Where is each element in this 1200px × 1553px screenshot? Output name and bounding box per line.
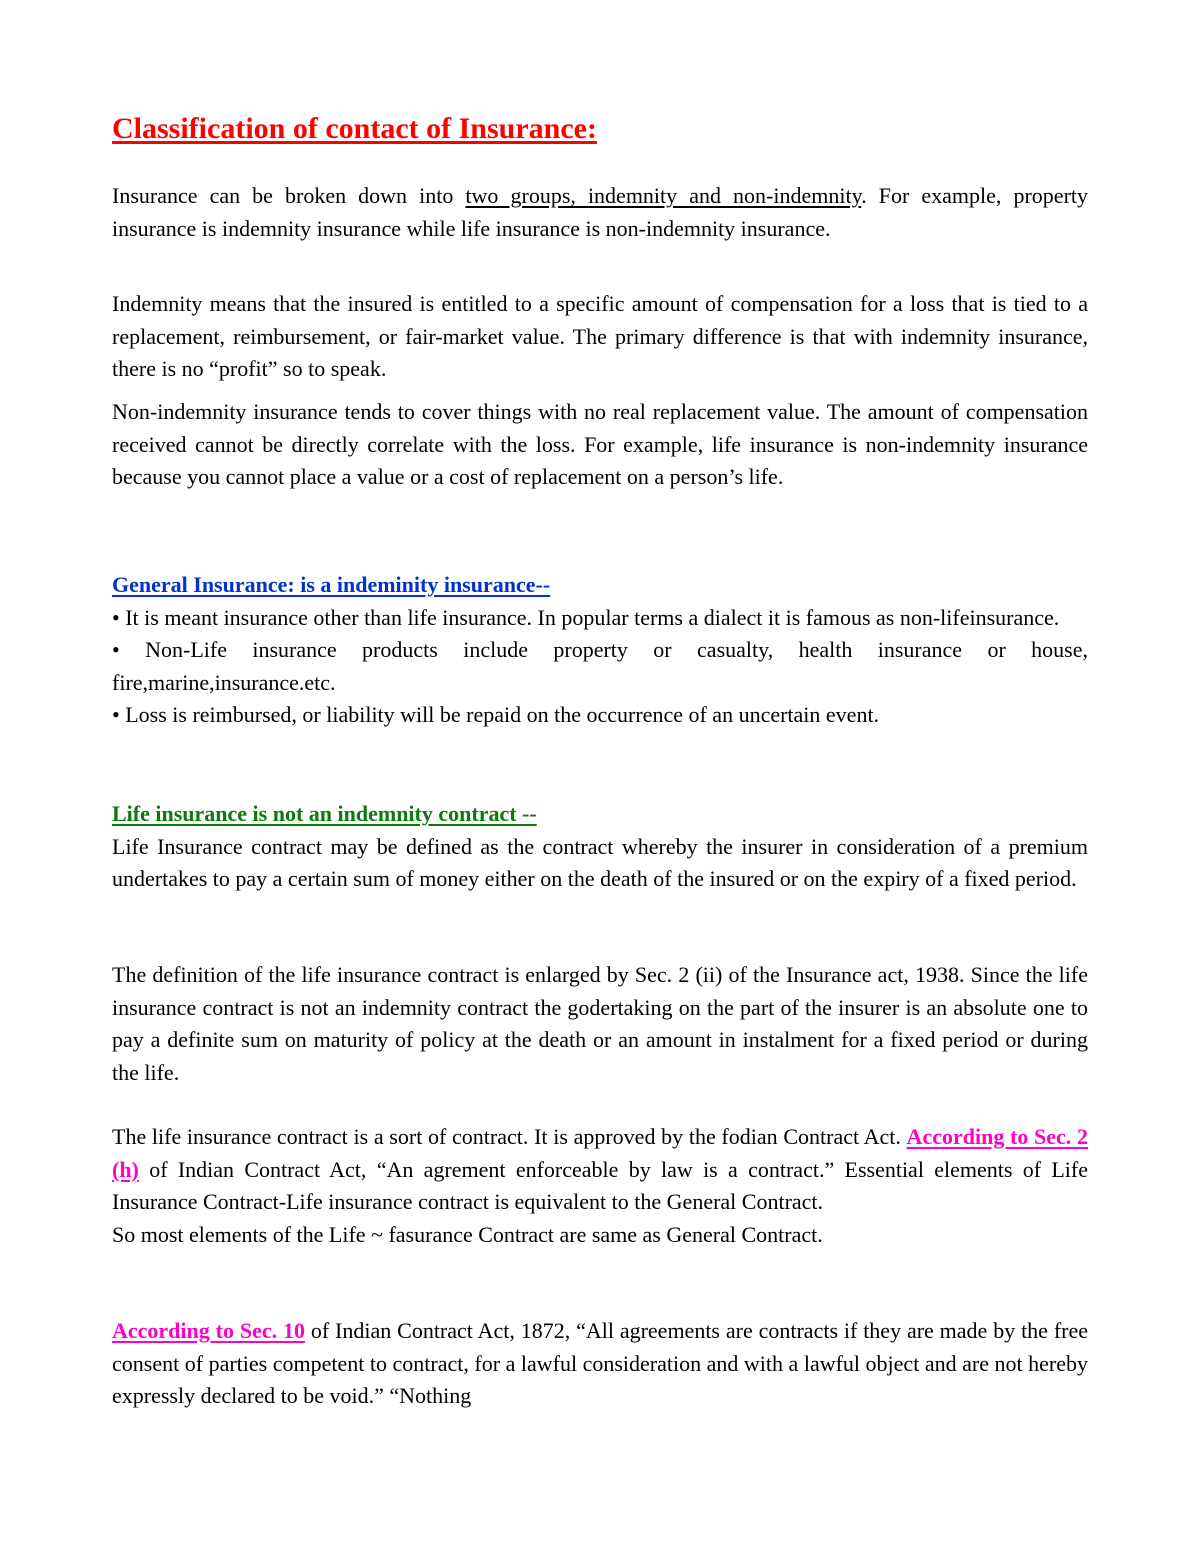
page-title: Classification of contact of Insurance: bbox=[112, 112, 597, 145]
general-insurance-section bbox=[112, 569, 1088, 732]
indemnity-text: Indemnity means that the insured is entitled to a specific amount of compensation for a loss that is tied to a replacement, reimbursement, or fair-market value. The primary difference is that with indemnity insurance, there is no “profit” so to speak. bbox=[112, 291, 1088, 382]
sort-text-start: The life insurance contract is a sort of contract. It is approved by the fodian Contract Act. bbox=[112, 1124, 907, 1149]
life-enlarged-paragraph bbox=[112, 959, 1088, 1089]
non-indemnity-paragraph bbox=[112, 396, 1088, 494]
intro-underlined-phrase: two groups, indemnity and non-indemnity bbox=[465, 183, 862, 208]
indemnity-paragraph bbox=[112, 288, 1088, 386]
sec-10-link[interactable]: According to Sec. 10 bbox=[112, 1318, 305, 1343]
sec-10-text: of Indian Contract Act, 1872, “All agreements are contracts if they are made by the free consent of parties competent to contract, for a lawful consideration and with a lawful object and are not hereby expressly declared to be void.” “Nothing bbox=[112, 1318, 1088, 1409]
general-bullet: • Loss is reimbursed, or liability will be repaid on the occurrence of an uncertain event. bbox=[112, 702, 880, 728]
life-enlarged-text: The definition of the life insurance contract is enlarged by Sec. 2 (ii) of the Insurance act, 1938. Since the life insurance contract is not an indemnity contract the godertaking on the part of the insurer is an absolute one to pay a definite sum on maturity of policy at the death or an amount in instalment for a fixed period or during the life. bbox=[112, 962, 1088, 1085]
general-insurance-heading: General Insurance: is a indeminity insurance-- bbox=[112, 572, 551, 597]
life-insurance-section bbox=[112, 798, 1088, 896]
general-bullet: • Non-Life insurance products include property or casualty, health insurance or house, fire,marine,insurance.etc. bbox=[112, 637, 1088, 695]
general-bullet: • It is meant insurance other than life insurance. In popular terms a dialect it is famous as non-lifeinsurance. bbox=[112, 604, 1060, 630]
sort-of-contract-paragraph bbox=[112, 1121, 1088, 1251]
intro-text-end: . For example, property insurance is indemnity insurance while life insurance is non-indemnity insurance. bbox=[112, 183, 1089, 241]
sec-2h-link-first-letter: A bbox=[906, 1124, 923, 1149]
sort-text-end: of Indian Contract Act, “An agrement enforceable by law is a contract.” Essential elements of Life Insurance Contract-Life insurance contract is equivalent to the General Contract. bbox=[112, 1156, 1088, 1215]
non-indemnity-text: Non-indemnity insurance tends to cover things with no real replacement value. The amount of compensation received cannot be directly correlate with the loss. For example, life insurance is non-indemnity insurance because you cannot place a value or a cost of replacement on a person’s life. bbox=[112, 399, 1088, 490]
life-insurance-heading: Life insurance is not an indemnity contract -- bbox=[112, 801, 537, 826]
intro-text-start: Insurance can be broken down into bbox=[112, 183, 466, 208]
intro-paragraph bbox=[112, 180, 1088, 245]
sec-10-paragraph bbox=[112, 1315, 1088, 1413]
life-definition-text: Life Insurance contract may be defined as the contract whereby the insurer in consideration of a premium undertakes to pay a certain sum of money either on the death of the insured or on the expiry of a fixed period. bbox=[112, 833, 1088, 892]
sec-2h-link-rest: ccording to Sec. 2 (h) bbox=[112, 1124, 1089, 1182]
sort-text-line2: So most elements of the Life ~ fasurance Contract are same as General Contract. bbox=[112, 1221, 823, 1247]
